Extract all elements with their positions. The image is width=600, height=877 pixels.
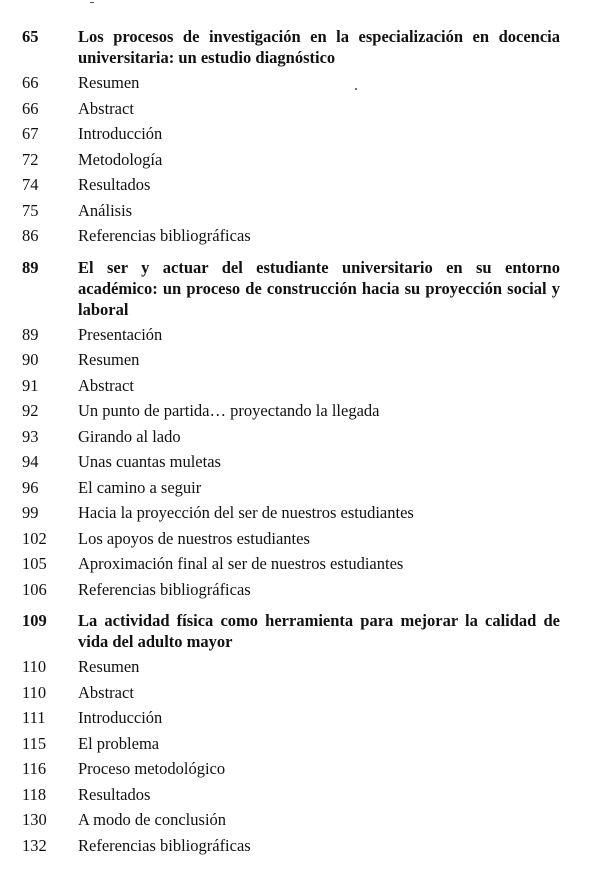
- entry-page-number: 105: [22, 554, 47, 573]
- toc-entry: [0, 424, 600, 450]
- entry-title: Abstract: [78, 682, 134, 702]
- entry-page-number: 66: [22, 98, 39, 118]
- entry-page-number: 99: [22, 503, 39, 522]
- toc-entry: [0, 96, 600, 122]
- entry-page-number: 118: [22, 784, 47, 804]
- section-heading: [0, 257, 600, 320]
- entry-page-number: 89: [22, 324, 39, 344]
- entry-title: Un punto de partida… proyectando la llegada: [78, 401, 380, 420]
- entry-page-number: 110: [22, 657, 47, 676]
- section-heading: [0, 26, 600, 68]
- entry-title: Referencias bibliográficas: [78, 579, 251, 599]
- entry-title: Resumen: [78, 350, 140, 369]
- entry-title: Análisis: [78, 200, 133, 220]
- scan-speck: [90, 2, 94, 3]
- toc-entry: [0, 347, 600, 373]
- toc-entry: [0, 551, 600, 577]
- toc-section: [0, 257, 600, 603]
- entry-page-number: 72: [22, 149, 39, 169]
- entry-title: Proceso metodológico: [78, 759, 226, 778]
- toc-entry: [0, 373, 600, 399]
- toc-section: [0, 610, 600, 858]
- entry-page-number: 106: [22, 579, 47, 599]
- entry-page-number: 92: [22, 401, 39, 420]
- entry-title: Resultados: [78, 784, 151, 804]
- entry-title: Girando al lado: [78, 426, 181, 446]
- section-page-number: 89: [22, 257, 39, 277]
- entry-title: Hacia la proyección del ser de nuestros estudiantes: [78, 503, 414, 522]
- toc-entry: [0, 756, 600, 782]
- entry-page-number: 111: [22, 708, 46, 727]
- entry-page-number: 130: [22, 810, 47, 829]
- entry-page-number: 102: [22, 528, 47, 548]
- entry-page-number: 74: [22, 175, 39, 194]
- toc-entry: [0, 680, 600, 706]
- entry-title: Aproximación final al ser de nuestros estudiantes: [78, 554, 404, 573]
- scan-speck: [355, 88, 357, 90]
- entry-title: Referencias bibliográficas: [78, 226, 251, 245]
- entry-title: Unas cuantas muletas: [78, 452, 221, 471]
- toc-entry: [0, 147, 600, 173]
- entry-page-number: 91: [22, 375, 39, 395]
- entry-title: Presentación: [78, 324, 163, 344]
- toc-entry: [0, 475, 600, 501]
- entry-page-number: 67: [22, 124, 39, 143]
- entry-page-number: 96: [22, 477, 39, 497]
- entry-page-number: 86: [22, 226, 39, 245]
- entry-page-number: 93: [22, 426, 39, 446]
- section-heading: [0, 610, 600, 652]
- entry-page-number: 115: [22, 733, 47, 753]
- toc-entry: [0, 731, 600, 757]
- entry-title: Introducción: [78, 708, 163, 727]
- entry-title: Referencias bibliográficas: [78, 835, 251, 855]
- entry-page-number: 132: [22, 835, 47, 855]
- toc-entry: [0, 833, 600, 859]
- toc-entry: [0, 223, 600, 249]
- toc-entry: [0, 654, 600, 680]
- entry-title: Metodología: [78, 149, 163, 169]
- toc-entry: [0, 807, 600, 833]
- entry-page-number: 94: [22, 452, 39, 471]
- toc-entry: [0, 500, 600, 526]
- section-page-number: 109: [22, 611, 47, 630]
- entry-page-number: 90: [22, 350, 39, 369]
- toc-entry: [0, 398, 600, 424]
- entry-title: Introducción: [78, 124, 163, 143]
- entry-title: Resumen: [78, 657, 140, 676]
- toc-entry: [0, 121, 600, 147]
- toc-entry: [0, 577, 600, 603]
- section-title: El ser y actuar del estudiante universitario en su entorno académico: un proceso de construcción hacia su proyección social y laboral: [78, 257, 560, 319]
- toc-entry: [0, 70, 600, 96]
- entry-title: Abstract: [78, 98, 134, 118]
- entry-page-number: 116: [22, 759, 47, 778]
- entry-title: El problema: [78, 733, 160, 753]
- entry-page-number: 75: [22, 200, 39, 220]
- entry-title: Abstract: [78, 375, 134, 395]
- toc-entry: [0, 322, 600, 348]
- toc-entry: [0, 172, 600, 198]
- entry-title: Resultados: [78, 175, 151, 194]
- toc-entry: [0, 449, 600, 475]
- entry-page-number: 110: [22, 682, 47, 702]
- section-title: Los procesos de investigación en la especialización en docencia universitaria: un estudio diagnóstico: [78, 27, 560, 67]
- entry-title: Resumen: [78, 73, 140, 92]
- toc-entry: [0, 526, 600, 552]
- entry-title: El camino a seguir: [78, 477, 202, 497]
- entry-title: A modo de conclusión: [78, 810, 227, 829]
- toc-entry: [0, 198, 600, 224]
- section-page-number: 65: [22, 27, 39, 46]
- entry-title: Los apoyos de nuestros estudiantes: [78, 528, 310, 548]
- toc-entry: [0, 705, 600, 731]
- toc-entry: [0, 782, 600, 808]
- entry-page-number: 66: [22, 73, 39, 92]
- toc-section: [0, 26, 600, 249]
- section-title: La actividad física como herramienta para mejorar la calidad de vida del adulto mayor: [78, 611, 560, 651]
- table-of-contents: [0, 26, 600, 866]
